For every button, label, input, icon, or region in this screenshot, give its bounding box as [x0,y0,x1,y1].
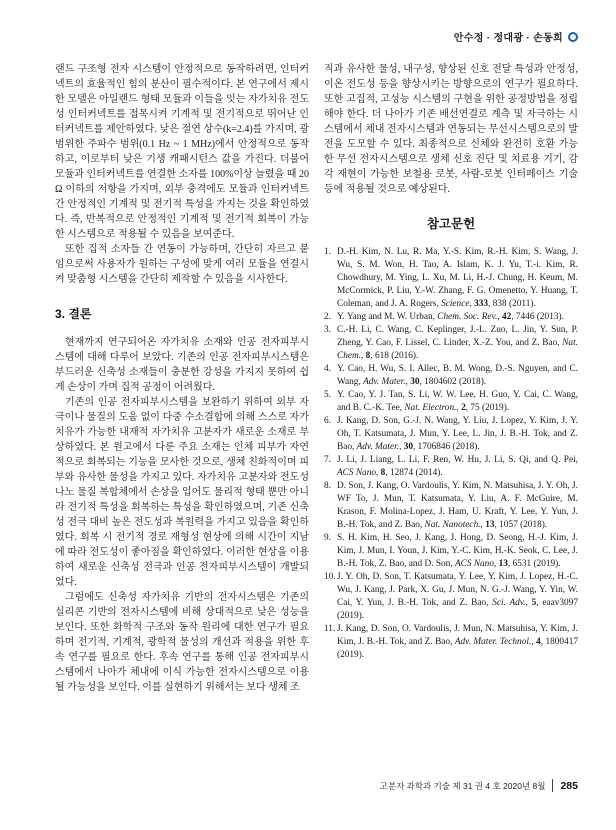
reference-volume: 333 [474,299,489,309]
reference-number: 10. [324,572,336,582]
reference-item [324,571,578,623]
reference-separator: , [531,637,537,647]
reference-journal: Nat. Chem. [337,338,578,361]
reference-item [324,454,578,480]
reference-pages: , 1706846 (2018). [413,442,480,452]
paragraph: 기존의 인공 전자피부시스템을 보완하기 위하여 외부 자극이나 물질의 도움 없이 다중 수소결합에 의해 스스로 자가치유가 가능한 내재적 자가치유 고분자가 새로운 소재로 부상하였다. 본 원고에서 다룬 주요 소재는 인체 피부가 자연적으로 회복되는 기능을 모사한 것으로, 생체 친화적이며 피부와 유사한 물성을 가지고 있다. 자가치유 고분자와 전도성 나노 물질 복합체에서 손상을 입어도 물리적 형태 뿐만 아니라 전기적 특성을 회복하는 특성을 확인하였으며, 기존 신축성 전극 대비 높은 전도성과 복원력을 가지고 있음을 확인하였다. 회복 시 전기적 경로 재형성 현상에 의해 시간이 지남에 따라 전도성이 좋아짐을 확인하였다. 이러한 현상을 이용하여 새로운 신축성 전극과 인공 전자피부시스템이 개발되었다. [55,397,309,588]
reference-authors: J. Kang, D. Son, O. Vardoulis, J. Mun, N. Matsuhisa, Y. Kim, J. Kim, J. B.-H. Tok, and Z. Bao, [337,624,578,647]
author-names: 안수정 · 정대광 · 손동희 [453,33,563,44]
reference-authors: J. Li, J. Liang, L. Li, F. Ren, W. Hu, J. Li, S. Qi, and Q. Pei, [337,455,578,465]
reference-separator: , [469,299,475,309]
reference-item [324,246,578,311]
reference-item [324,311,578,324]
reference-volume: 30 [410,377,420,387]
reference-separator: , [399,442,404,452]
reference-item [324,480,578,532]
reference-number: 9. [324,533,331,543]
reference-authors: J. Kang, D. Son, G.-J. N. Wang, Y. Liu, J. Lopez, Y. Kim, J. Y. Oh, T. Katsumata, J. Mun, Y. Lee, L. Jin, J. B.-H. Tok, and Z. Bao, [337,416,578,452]
reference-item [324,415,578,454]
reference-authors: C.-H. Li, C. Wang, C. Keplinger, J.-L. Zuo, L. Jin, Y. Sun, P. Zheng, Y. Cao, F. Lissel, C. Linder, X.-Z. You, and Z. Bao, [337,325,578,348]
journal-footer-text: 고분자 과학과 기술 제 31 권 4 호 2020년 8월 [379,780,546,791]
footer-divider [552,779,553,792]
reference-number: 6. [324,416,331,426]
page-number: 285 [560,779,578,792]
references-list [324,246,578,662]
left-column [55,62,309,695]
reference-pages: , 1804602 (2018). [419,377,487,387]
reference-pages: , 75 (2019). [465,403,510,413]
reference-volume: 42 [501,312,512,322]
reference-item [324,324,578,363]
reference-volume: 2 [461,403,466,413]
reference-journal: Science [441,299,470,309]
reference-journal: Chem. Soc. Rev. [437,312,498,322]
footer [0,779,578,792]
paragraph: 그럼에도 신축성 자가치유 기반의 전자시스템은 기존의 실리콘 기반의 전자시스템에 비해 상대적으로 낮은 성능을 보인다. 또한 화학적 구조와 동작 원리에 대한 연구가 필요하며 전기적, 기계적, 광학적 물성의 개선과 적용을 위한 후속 연구를 필요로 한다. 후속 연구를 통해 인공 전자피부시스템에서 나아가 체내에 이식 가능한 전자시스템으로 이용될 가능성을 보인다. 이를 실현하기 위해서는 보다 생체 조 [55,592,309,693]
two-column-body [55,62,578,695]
reference-separator: , [376,468,381,478]
paragraph: 또한 집적 소자들 간 연동이 가능하며, 간단히 자르고 붙임으로써 사용자가 원하는 구성에 맞게 여러 모듈을 연결시켜 맞춤형 시스템을 간단히 제작할 수 있음을 시사한다. [55,244,309,285]
reference-pages: , 1057 (2018). [494,520,548,530]
reference-journal: Adv. Mater. [363,377,406,387]
reference-volume: 5 [531,598,537,608]
author-mark-circle-icon [568,32,578,42]
reference-journal: Adv. Mater. [356,442,400,452]
reference-volume: 13 [485,520,495,530]
authors-header [0,29,578,44]
reference-item [324,623,578,662]
reference-journal: ACS Nano [454,559,494,569]
reference-authors: D.-H. Kim, N. Lu, R. Ma, Y.-S. Kim, R.-H. Kim, S. Wang, J. Wu, S. M. Won, H. Tao, A. Islam, K. J. Yu, T.-i. Kim, R. Chowdhury, M. Ying, L. Xu, M. Li, H.-J. Chung, H. Keum, M. McCormick, P. Liu, Y.-W. Zhang, F. G. Omenetto, Y. Huang, T. Coleman, and J. A. Rogers, [337,247,578,309]
reference-separator: , [497,312,502,322]
reference-pages: , 838 (2011). [488,299,536,309]
reference-item [324,532,578,571]
reference-number: 1. [324,247,331,257]
reference-volume: 30 [403,442,414,452]
reference-number: 3. [324,325,331,335]
reference-separator: , [361,351,366,361]
reference-authors: J. Y. Oh, D. Son, T. Katsumata, Y. Lee, Y. Kim, J. Lopez, H.-C. Wu, J. Kang, J. Park, X. Gu, J. Mun, N. G.-J. Wang, Y. Yin, W. Cai, Y. Yun, J. B.-H. Tok, and Z. Bao, [337,572,578,608]
reference-journal: Nat. Electron. [404,403,457,413]
reference-journal: ACS Nano [337,468,376,478]
reference-volume: 8 [365,351,371,361]
reference-separator: , [480,520,486,530]
reference-pages: , 1800417 (2019). [337,637,579,660]
reference-pages: , 7446 (2013). [511,312,564,322]
reference-number: 11. [324,624,336,634]
reference-number: 5. [324,390,331,400]
reference-volume: 13 [498,559,508,569]
reference-separator: , [405,377,411,387]
reference-number: 8. [324,481,331,491]
reference-pages: , eaav3097 (2019). [337,598,578,621]
reference-pages: , 12874 (2014). [385,468,443,478]
reference-authors: Y. Cao, H. Wu, S. I. Allec, B. M. Wong, D.-S. Nguyen, and C. Wang, [337,364,578,387]
reference-authors: Y. Yang and M. W. Urban, [337,312,438,322]
reference-item [324,389,578,415]
section-heading-conclusion: 3. 결론 [55,307,92,321]
reference-authors: Y. Cao, Y. J. Tan, S. Li, W. W. Lee, H. Guo, Y. Cai, C. Wang, and B. C.-K. Tee, [337,390,578,413]
reference-item [324,363,578,389]
reference-separator: , [493,559,499,569]
reference-pages: , 6531 (2019). [507,559,561,569]
paragraph: 직과 유사한 물성, 내구성, 향상된 신호 전달 특성과 안정성, 이온 전도성 등을 향상시키는 방향으로의 연구가 필요하다. 또한 고집적, 고성능 시스템의 구현을 위한 공정방법을 정립해야 한다. 더 나아가 기존 배선연결로 계측 및 자극하는 시스템에서 체내 전자시스템과 연동되는 무선시스템으로의 발전을 도모할 수 있다. 최종적으로 신체와 완전히 호환 가능한 무선 전자시스템으로 생체 신호 진단 및 치료용 기기, 감각 재현이 가능한 보철용 로봇, 사람-로봇 인터페이스 기술 등에 적용될 것으로 예상된다. [324,64,578,195]
reference-journal: Nat. Nanotech. [424,520,481,530]
reference-separator: , [456,403,462,413]
reference-authors: S. H. Kim, H. Seo, J. Kang, J. Hong, D. Seong, H.-J. Kim, J. Kim, J. Mun, I. Youn, J. Kim, Y.-C. Kim, H.-K. Seok, C. Lee, J. B.-H. Tok, Z. Bao, and D. Son, [337,533,578,569]
reference-journal: Adv. Mater. Technol. [454,637,532,647]
reference-number: 2. [324,312,331,322]
reference-authors: D. Son, J. Kang, O. Vardoulis, Y. Kim, N. Matsuhisa, J. Y. Oh, J. WF To, J. Mun, T. Katsumata, Y. Liu, A. F. McGuire, M. Krason, F. Molina-Lopez, J. Ham, U. Kraft, Y. Lee, Y. Yun, J. B.-H. Tok, and Z. Bao, [337,481,578,530]
paragraph: 랜드 구조형 전자 시스템이 안정적으로 동작하려면, 인터커넥트의 효율적인 힘의 분산이 필수적이다. 본 연구에서 제시한 모델은 아일랜드 형태 모듈과 이들을 잇는 자가치유 전도성 인터커넥트를 접목시켜 기계적 및 전기적으로 뛰어난 인터커넥트를 제안하였다. 낮은 절연 상수(k=2.4)를 가지며, 광범위한 주파수 범위(0.1 Hz ~ 1 MHz)에서 안정적으로 동작하고, 이로부터 낮은 기생 캐패시턴스 값을 가진다. 더불어 모듈과 인터커넥트를 연결한 소자를 100%이상 늘렸을 때 20 Ω 이하의 저항을 가지며, 외부 충격에도 모듈과 인터커넥트 간 안정적인 기계적 및 전기적 특성을 가지는 것을 확인하였다. 즉, 반복적으로 안정적인 기계적 및 전기적 회복이 가능한 시스템으로 적용될 수 있음을 보여준다. [55,64,309,240]
reference-volume: 8 [380,468,386,478]
paragraph: 현재까지 연구되어온 자가치유 소재와 인공 전자피부시스템에 대해 다루어 보았다. 기존의 인공 전자피부시스템은 부드러운 신축성 소재들이 충분한 강성을 가지지 못하여 쉽게 손상이 가며 집적 공정이 어려웠다. [55,337,309,393]
reference-number: 7. [324,455,331,465]
reference-volume: 4 [536,637,541,647]
reference-journal: Sci. Adv. [492,598,526,608]
reference-pages: , 618 (2016). [370,351,419,361]
reference-number: 4. [324,364,331,374]
reference-separator: , [525,598,532,608]
right-column [324,62,578,695]
references-title: 참고문헌 [426,217,476,231]
